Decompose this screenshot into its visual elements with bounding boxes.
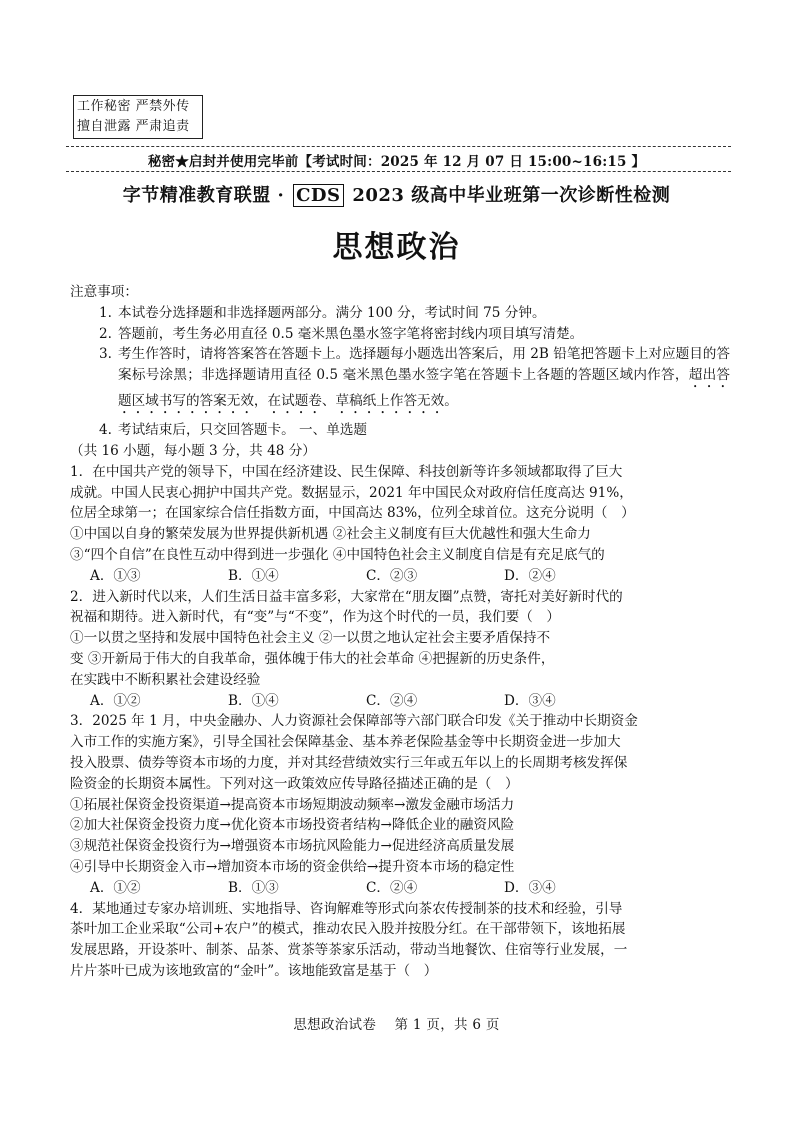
stamp-line-2: 擅自泄露 严肃追责: [77, 119, 190, 134]
question-stem: 1．在中国共产党的领导下，中国在经济建设、民生保障、科技创新等许多领域都取得了巨大: [70, 463, 623, 480]
bottom-divider: [66, 171, 731, 172]
question-stem: 入市工作的实施方案》，引导全国社会保障基金、基本养老保险基金等中长期资金进一步加大: [70, 734, 621, 751]
question-3: [70, 711, 730, 898]
exam-name: 2023 级高中毕业班第一次诊断性检测: [352, 185, 671, 206]
notice-number: 4.: [99, 422, 112, 439]
question-stem: 祝福和期待。进入新时代，有“变”与“不变”，作为这个时代的一员，我们要（ ）: [70, 609, 560, 626]
choice-a: A．①②: [90, 692, 141, 709]
notice-text: 本试卷分选择题和非选择题两部分。满分 100 分，考试时间 75 分钟。: [118, 304, 546, 321]
subject-title: 思想政治: [332, 230, 461, 265]
choice-b: B．①④: [228, 692, 279, 709]
league-name: 字节精准教育联盟 ·: [122, 185, 285, 206]
statement-line: 变 ③开新局于伟大的自我革命，强体魄于伟大的社会革命 ④把握新的历史条件，: [70, 650, 555, 667]
notice-text: [118, 344, 730, 417]
league-code: CDS: [293, 184, 343, 207]
statement-line: ③规范社保资金投资行为→增强资本市场抗风险能力→促进经济高质量发展: [70, 838, 515, 855]
notice-item: [70, 420, 730, 441]
choice-c: C．②④: [366, 692, 418, 709]
question-2: [70, 587, 730, 712]
statement-line: 在实践中不断积累社会建设经验: [70, 671, 261, 688]
question-4: [70, 899, 730, 982]
answer-choices: [70, 691, 730, 712]
notice-number: 2.: [99, 325, 112, 342]
choice-a: A．①②: [90, 879, 141, 896]
notice-number: 1.: [99, 304, 112, 321]
notice-item: [70, 344, 730, 417]
choice-c: C．②④: [366, 879, 418, 896]
notice-text-plain: 考生作答时，请将答案答在答题卡上。选择题每小题选出答案后，用 2B 铅笔把答题卡上对应题目的答案标号涂黑；非选择题请用直径 0.5 毫米黑色墨水签字笔在答题卡上各题的答题区域内作答，: [118, 346, 730, 384]
question-stem: 投入股票、债券等资本市场的力度，并对其经营绩效实行三年或五年以上的长周期考核发挥保: [70, 754, 628, 771]
statement-line: ①中国以自身的繁荣发展为世界提供新机遇 ②社会主义制度有巨大优越性和强大生命力: [70, 526, 591, 543]
notice-text-emphasized: 超出答题区域书写的答案无效，在试题卷、草稿纸上作答无效。: [118, 367, 731, 410]
page-footer: 思想政治试卷 第 1 页，共 6 页: [293, 1017, 500, 1033]
answer-choices: [70, 566, 730, 587]
question-stem: 发展思路，开设茶叶、制茶、品茶、赏茶等茶家乐活动，带动当地餐饮、住宿等行业发展，一: [70, 942, 628, 959]
question-stem: 2．进入新时代以来，人们生活日益丰富多彩，大家常在“朋友圈”点赞，寄托对美好新时代的: [70, 588, 623, 605]
statement-line: ①一以贯之坚持和发展中国特色社会主义 ②一以贯之地认定社会主要矛盾保持不: [70, 630, 551, 647]
notice-number: 3.: [99, 346, 112, 363]
notice-item: [70, 324, 730, 345]
question-stem: 3．2025 年 1 月，中央金融办、人力资源社会保障部等六部门联合印发《关于推动中长期资金: [70, 713, 638, 730]
statement-line: ③“四个自信”在良性互动中得到进一步强化 ④中国特色社会主义制度自信是有充足底气的: [70, 546, 605, 563]
choice-c: C．②③: [366, 567, 418, 584]
choice-a: A．①③: [90, 567, 141, 584]
choice-d: D．③④: [504, 879, 556, 896]
answer-choices: [70, 878, 730, 899]
question-stem: 片片茶叶已成为该地致富的“金叶”。该地能致富是基于（ ）: [70, 962, 438, 979]
exam-content: [70, 282, 730, 982]
question-1: [70, 462, 730, 587]
exam-title: [0, 181, 793, 207]
statement-line: ②加大社保资金投资力度→优化资本市场投资者结构→降低企业的融资风险: [70, 817, 515, 834]
statement-line: ①拓展社保资金投资渠道→提高资本市场短期波动频率→激发金融市场活力: [70, 796, 515, 813]
statement-line: ④引导中长期资金入市→增加资本市场的资金供给→提升资本市场的稳定性: [70, 858, 515, 875]
section-note: （共 16 小题，每小题 3 分，共 48 分）: [70, 442, 316, 459]
choice-d: D．③④: [504, 692, 556, 709]
question-stem: 4．某地通过专家办培训班、实地指导、咨询解难等形式向茶农传授制茶的技术和经验，引导: [70, 900, 623, 917]
question-stem: 位居全球第一；在国家综合信任指数方面，中国高达 83%，位列全球首位。这充分说明（ ）: [70, 505, 635, 522]
choice-b: B．①④: [228, 567, 279, 584]
notice-title: 注意事项：: [70, 284, 138, 300]
confidential-stamp: [73, 95, 203, 139]
question-stem: 险资金的长期资本属性。下列对这一政策效应传导路径描述正确的是（ ）: [70, 775, 519, 792]
top-divider: [66, 146, 731, 147]
secret-exam-time: 秘密★启封并使用完毕前【考试时间：2025 年 12 月 07 日 15:00~16:15 】: [147, 154, 646, 170]
choice-b: B．①③: [228, 879, 279, 896]
question-stem: 成就。中国人民衷心拥护中国共产党。数据显示，2021 年中国民众对政府信任度高达 91%，: [70, 484, 633, 501]
notice-text: 考试结束后，只交回答题卡。 一、单选题: [118, 422, 368, 439]
choice-d: D．②④: [504, 567, 556, 584]
notice-text: 答题前，考生务必用直径 0.5 毫米黑色墨水签字笔将密封线内项目填写清楚。: [118, 325, 584, 342]
notice-item: [70, 303, 730, 324]
question-stem: 茶叶加工企业采取“公司+农户”的模式，推动农民入股并按股分红。在干部带领下，该地拓展: [70, 921, 626, 938]
stamp-line-1: 工作秘密 严禁外传: [77, 99, 190, 114]
